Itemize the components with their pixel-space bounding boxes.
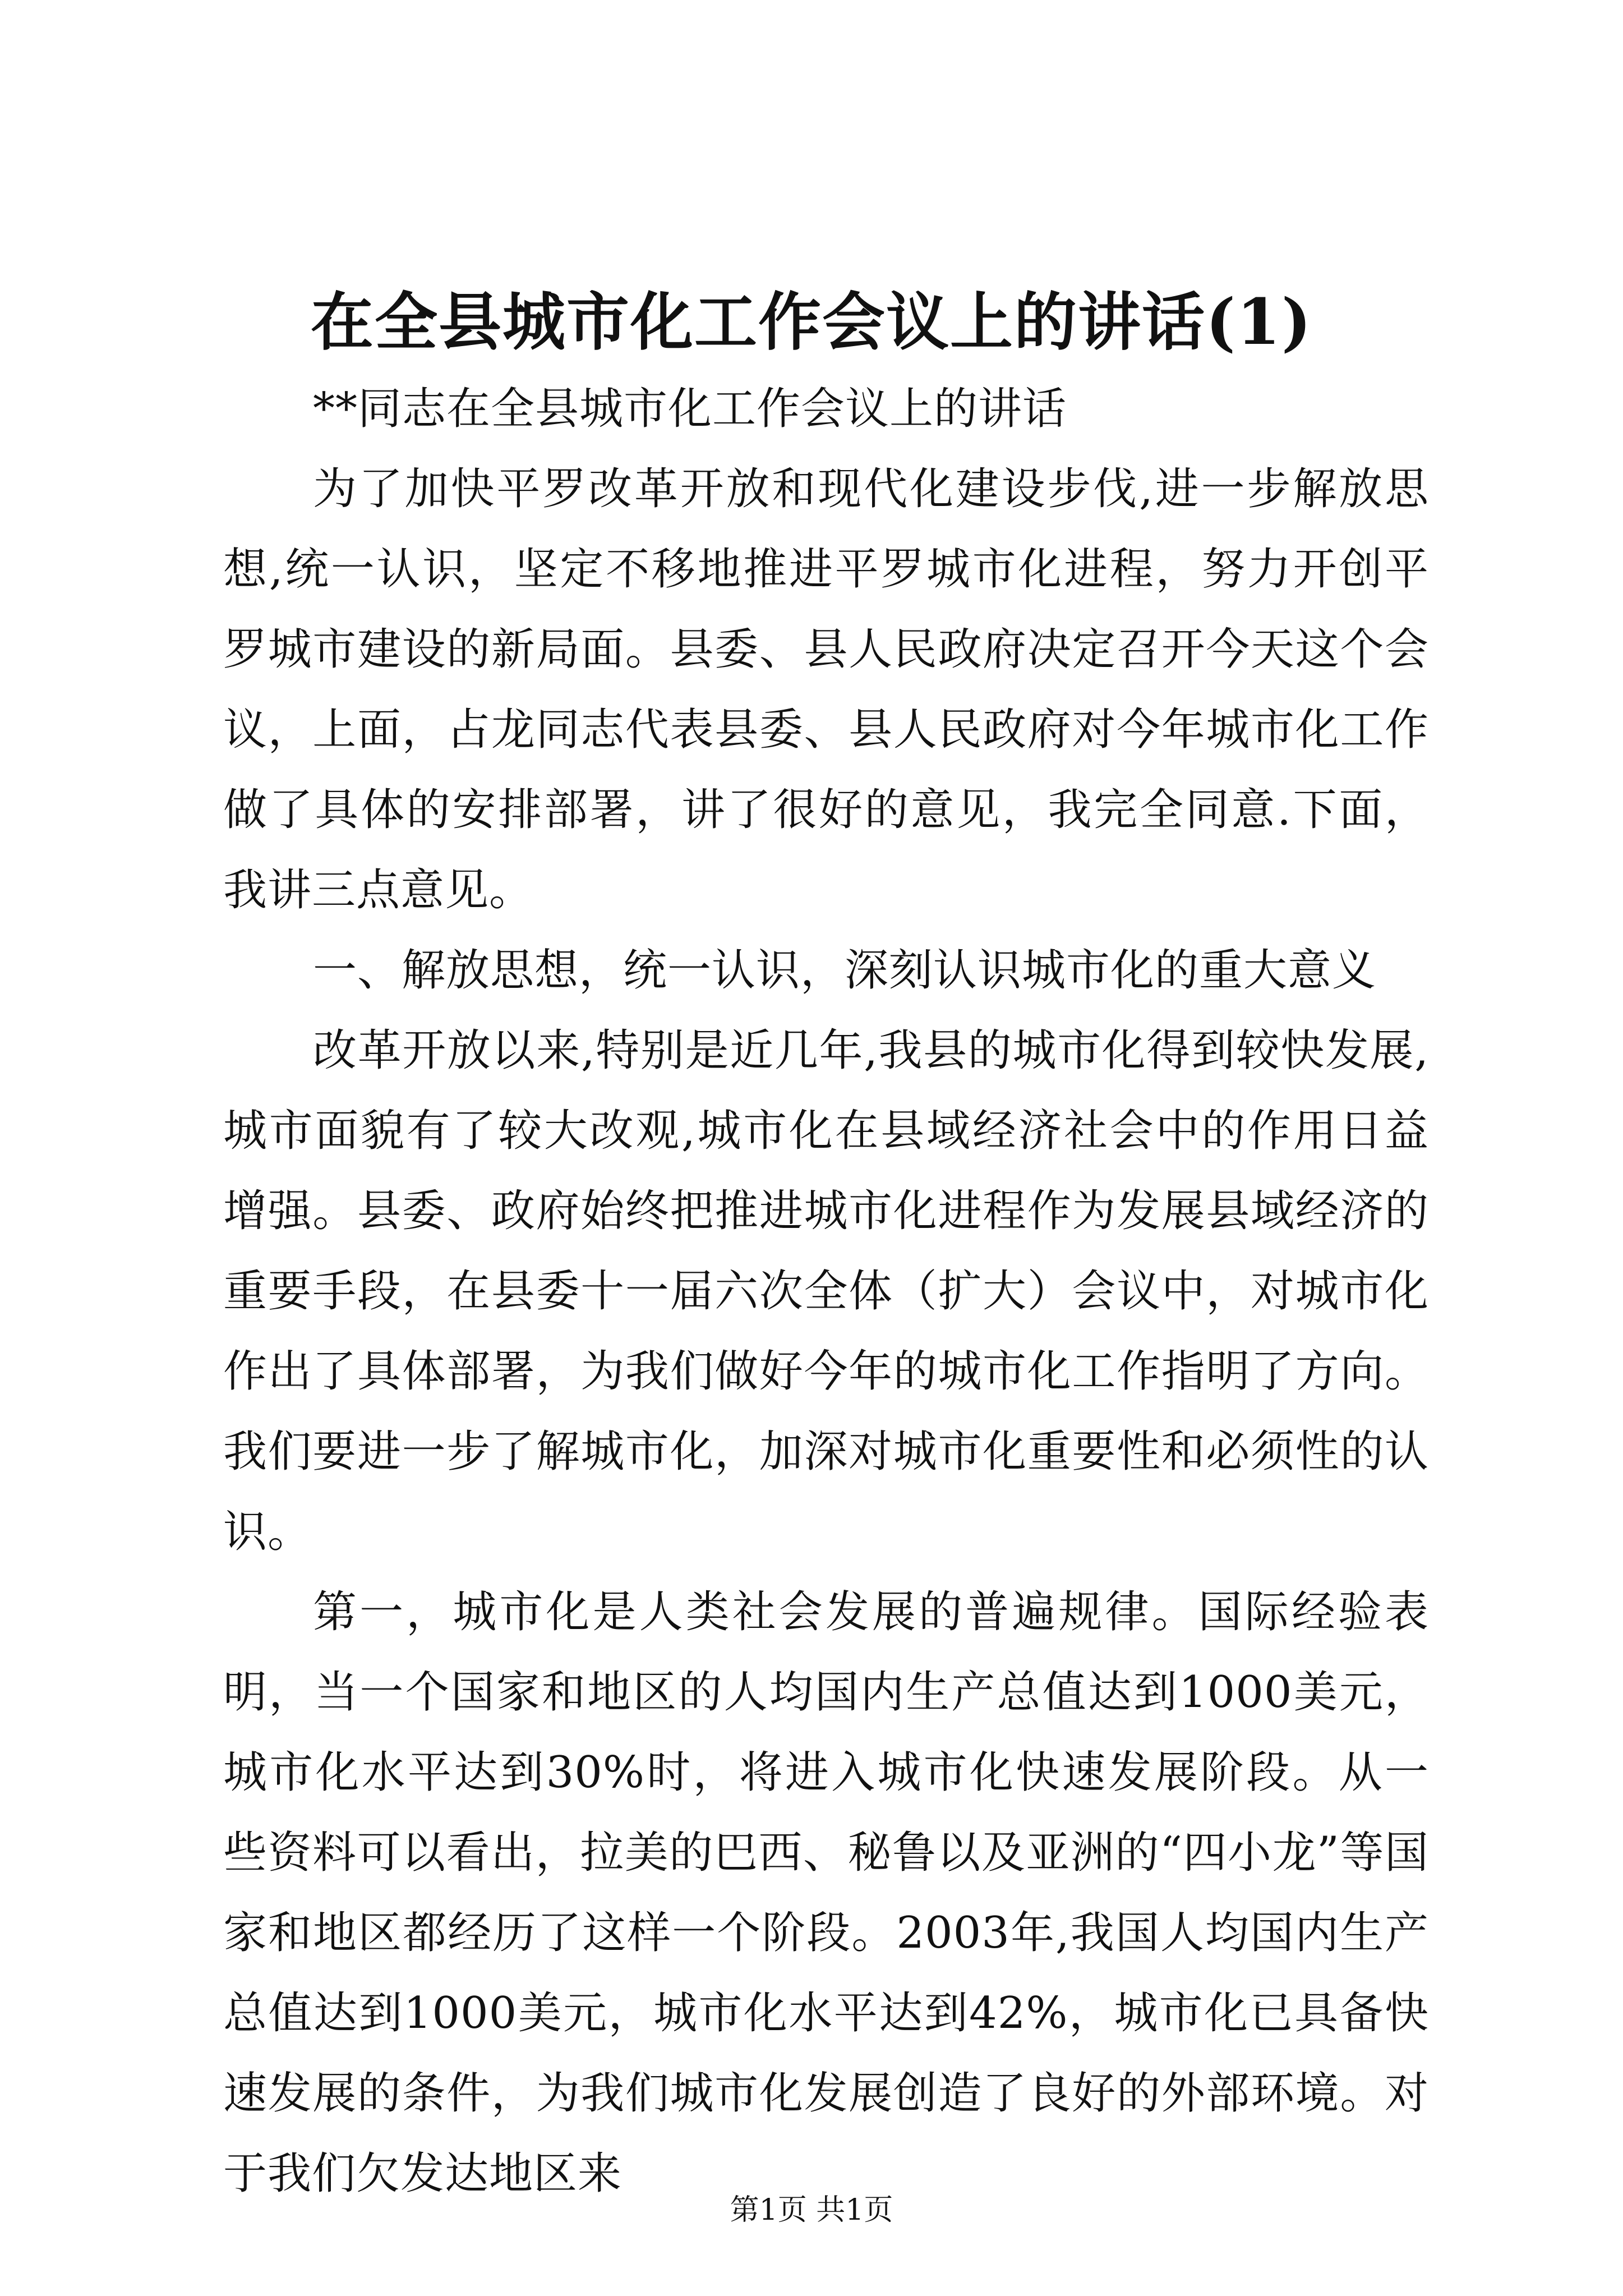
paragraph-first-point: 第一，城市化是人类社会发展的普遍规律。国际经验表明，当一个国家和地区的人均国内生产总值达到1000美元，城市化水平达到30%时，将进入城市化快速发展阶段。从一些资料可以看出，拉美的巴西、秘鲁以及亚洲的“四小龙”等国家和地区都经历了这样一个阶段。2003年,我国人均国内生产总值达到1000美元，城市化水平达到42%，城市化已具备快速发展的条件，为我们城市化发展创造了良好的外部环境。对于我们欠发达地区来 [223,1587,1429,2199]
page-footer: 第1页 共1页 [730,2193,893,2227]
paragraph-intro: 为了加快平罗改革开放和现代化建设步伐,进一步解放思想,统一认识，坚定不移地推进平罗城市化进程，努力开创平罗城市建设的新局面。县委、县人民政府决定召开今天这个会议，上面，占龙同志代表县委、县人民政府对今年城市化工作做了具体的安排部署，讲了很好的意见，我完全同意.下面，我讲三点意见。 [223,464,1429,915]
speech-subtitle: **同志在全县城市化工作会议上的讲话 [313,384,1067,434]
section-heading-one: 一、解放思想，统一认识，深刻认识城市化的重大意义 [313,945,1377,996]
paragraph-reform: 改革开放以来,特别是近几年,我县的城市化得到较快发展,城市面貌有了较大改观,城市化在县域经济社会中的作用日益增强。县委、政府始终把推进城市化进程作为发展县域经济的重要手段，在县委十一届六次全体（扩大）会议中，对城市化作出了具体部署，为我们做好今年的城市化工作指明了方向。我们要进一步了解城市化，加深对城市化重要性和必须性的认识。 [223,1025,1429,1557]
document-body [223,369,1429,2214]
document-title: 在全县城市化工作会议上的讲话(1) [311,286,1312,359]
